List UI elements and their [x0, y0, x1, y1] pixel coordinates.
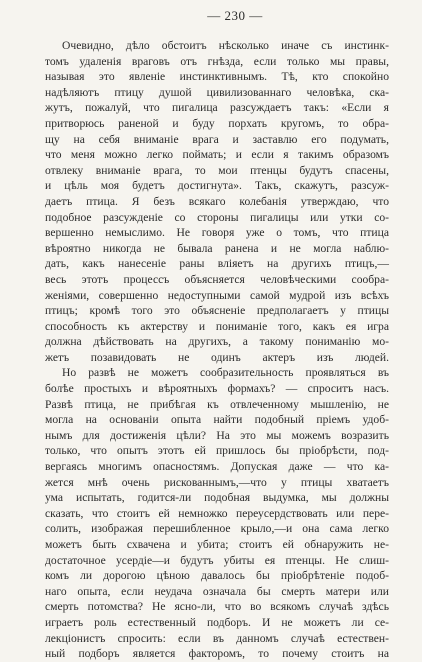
- page-number: — 230 —: [207, 8, 263, 23]
- text-line: отвлеку вниманіе врага, то мои птенцы будутъ спасены,: [45, 163, 389, 177]
- text-line: жетъ позавидовать не одинъ актеръ изъ людей.: [45, 350, 389, 364]
- text-line: дать, какъ нанесеніе раны влiяетъ на другихъ птицъ,—: [45, 257, 389, 271]
- text-line: щу на себя вниманіе врага и заставлю его подумать,: [45, 132, 389, 146]
- text-line: вергаясь многимъ опасностямъ. Допуская даже — что ка-: [45, 460, 389, 474]
- text-line: Но развѣ не можетъ сообразительность проявляться въ: [62, 366, 389, 380]
- text-line: женіями, совершенно недоступными самой мудрой изъ всѣхъ: [45, 288, 389, 302]
- text-line: Очевидно, дѣло обстоитъ нѣсколько иначе съ инстинк-: [62, 39, 389, 52]
- text-line: комъ ли дорогою цѣною давалось бы пріобрѣтеніе подоб-: [45, 569, 389, 583]
- text-line: нымъ для достиженія цѣли? На это мы можемъ возразить: [45, 428, 389, 442]
- text-line: вершенно немыслимо. Не говоря уже о томъ, что птица: [45, 226, 389, 240]
- text-line: вѣроятно никогда не бывала ранена и не могла наблю-: [45, 241, 389, 255]
- text-line: даетъ птица. Я безъ всякаго колебанія утверждаю, что: [45, 194, 389, 208]
- text-line: смерть потомства? Не ясно-ли, что во всякомъ случаѣ здѣсь: [45, 600, 389, 614]
- text-line: должна дѣйствовать на другихъ, а такому пониманію мо-: [45, 335, 389, 349]
- text-line: можетъ быть схвачена и убита; стоитъ ей обнаружить не-: [45, 538, 389, 551]
- text-line: наго опыта, если неудача означала бы смерть матери или: [45, 584, 389, 598]
- text-line: способность къ актерству и пониманіе того, какъ ея игра: [45, 319, 389, 333]
- text-line: ума испытать, годится-ли подобная выдумка, мы должны: [45, 491, 389, 505]
- text-line: жутъ, пожалуй, что пигалица разсуждаетъ такъ: «Если я: [45, 101, 389, 115]
- text-line: весь этотъ процессъ объясняется человѣческими сообра-: [45, 272, 389, 286]
- text-line: играетъ роль естественный подборъ. И не можетъ ли се-: [45, 615, 389, 629]
- body-text: [45, 38, 389, 662]
- text-line: притворюсь раненой и буду порхать кругомъ, то обра-: [45, 116, 389, 130]
- text-line: ный подборъ является факторомъ, то почему стоитъ на: [45, 647, 389, 661]
- text-line: называя это явленіе инстинктивнымъ. Тѣ, кто спокойно: [45, 70, 389, 84]
- text-line: могла на основаніи опыта найти подобный пріемъ удоб-: [45, 413, 389, 427]
- text-line: жется мнѣ очень рискованнымъ,—что у птицы хватаетъ: [45, 475, 389, 489]
- text-line: птицъ; кромѣ того это объясненіе предполагаетъ у птицы: [45, 304, 389, 318]
- text-line: Развѣ птица, не прибѣгая къ отвлеченному мышленію, не: [45, 397, 389, 411]
- text-line: что меня можно легко поймать; и если я такимъ образомъ: [45, 148, 389, 162]
- text-line: лекціонистъ спросить: если въ данномъ случаѣ естествен-: [45, 631, 389, 645]
- text-line: надѣляютъ птицу душой цивилизованнаго человѣка, ска-: [45, 85, 389, 99]
- text-line: болѣе простыхъ и вѣроятныхъ формахъ? — спроситъ насъ.: [45, 382, 389, 396]
- text-line: только, что опытъ этотъ ей пришлось бы пріобрѣсти, под-: [45, 444, 389, 458]
- text-line: подобное разсужденіе со стороны пигалицы или утки со-: [45, 210, 389, 224]
- text-line: томъ удаленія враговъ отъ гнѣзда, если только мы правы,: [45, 54, 389, 68]
- text-line: сказать, что стоитъ ей немножко переусердствовать или пере-: [45, 506, 389, 520]
- text-line: солить, изображая перешибленное крыло,—и она сама легко: [45, 522, 389, 536]
- text-line: достаточное усердіе—и будутъ убиты ея птенцы. Не слиш-: [45, 553, 389, 567]
- text-line: и цѣль моя будетъ достигнута». Такъ, скажутъ, разсуж-: [45, 179, 389, 193]
